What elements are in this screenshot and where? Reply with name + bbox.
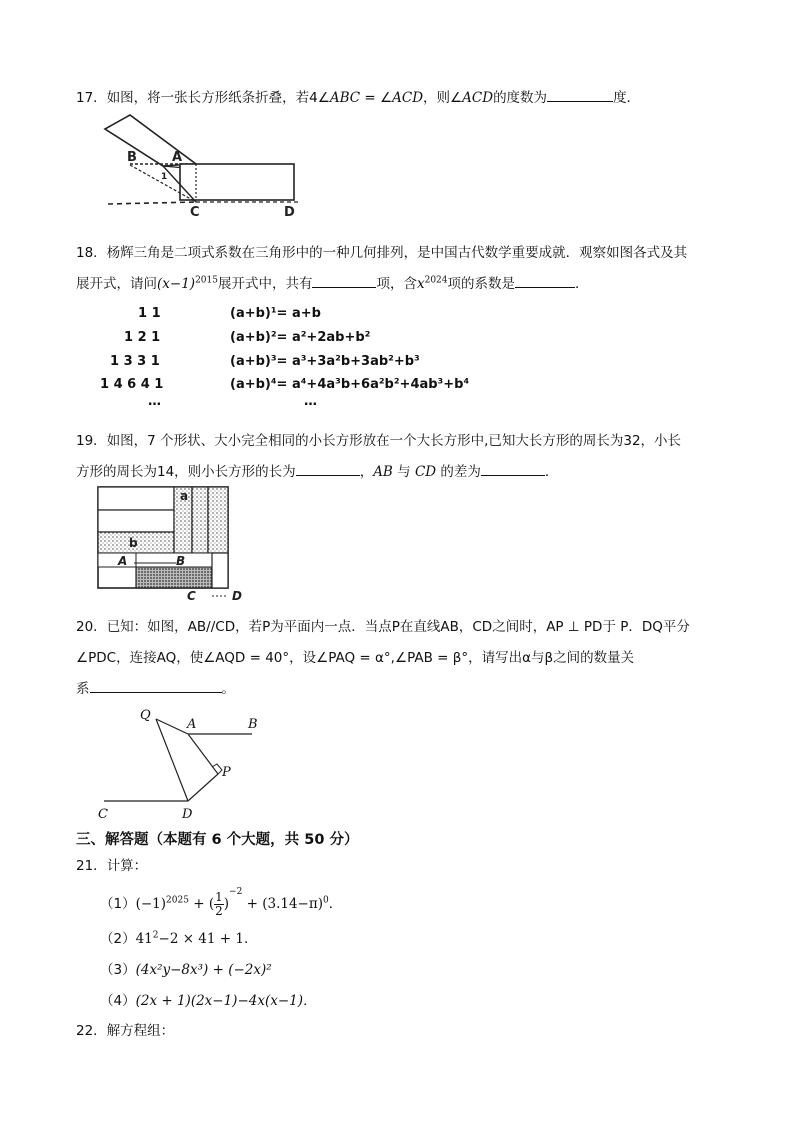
formula-row-dots: … bbox=[304, 394, 317, 409]
triangle-row-dots: … bbox=[148, 394, 161, 409]
triangle-row-2: 1 2 1 bbox=[124, 330, 161, 345]
q21-item-4: （4）(2x + 1)(2x−1)−4x(x−1)． bbox=[100, 993, 317, 1009]
answer-blank bbox=[90, 680, 222, 693]
label-A: A bbox=[187, 717, 197, 732]
answer-blank bbox=[312, 275, 376, 288]
triangle-row-1: 1 1 bbox=[138, 306, 161, 321]
q21-item-2: $(2)41^2-2 \times 41 + 1$． bbox=[100, 930, 258, 947]
q21-item-1: $(1)(-1)^{2025}$ + ( $\frac{1}{2}$ )$^{-2} + (3.14-\pi)^0$． bbox=[100, 887, 343, 918]
label-angle: 1 bbox=[161, 172, 168, 182]
label-P: P bbox=[222, 765, 231, 780]
answer-blank bbox=[296, 463, 360, 476]
formula-row-4: (a+b)⁴= a⁴+4a³b+6a²b²+4ab³+b⁴ bbox=[230, 377, 470, 392]
label-C: C bbox=[98, 807, 108, 822]
q21-item-3: （3）(4x²y−8x³) + (−2x)² bbox=[100, 962, 272, 978]
q19-line2: 方形的周长为14，则小长方形的长为 ，AB 与 CD 的差为 ． bbox=[76, 464, 559, 480]
q20-line3: 系 。 bbox=[76, 681, 235, 697]
label-b: B bbox=[127, 150, 137, 165]
q20-line2: ∠PDC，连接AQ，使∠AQD = 40°，设∠PAQ = α°,∠PAB = β°，请写出α与β之间的数量关 bbox=[76, 650, 635, 666]
label-a-top: a bbox=[180, 489, 189, 503]
label-D: D bbox=[232, 589, 242, 602]
q22-heading: 22．解方程组： bbox=[76, 1023, 175, 1039]
label-d: D bbox=[284, 205, 295, 220]
answer-blank bbox=[547, 89, 613, 102]
label-A: A bbox=[118, 554, 128, 568]
label-B: B bbox=[248, 717, 258, 732]
formula-row-1: (a+b)¹= a+b bbox=[230, 306, 321, 321]
q20-line1: 20．已知：如图，AB//CD，若P为平面内一点．当点P在直线AB，CD之间时，AP ⊥ PD于 P．DQ平分 bbox=[76, 619, 690, 635]
yanghui-triangle-figure bbox=[96, 306, 476, 412]
label-b: b bbox=[129, 536, 138, 550]
q18-line2: 展开式，请问$(x-1)^{2015}$展开式中，共有 项，含$x^{2024}$项的系数是 ． bbox=[76, 275, 589, 292]
label-D: D bbox=[182, 807, 193, 822]
q17-text: 17．如图，将一张长方形纸条折叠，若4∠ABC = ∠ACD，则∠ACD的度数为 度． bbox=[76, 90, 641, 106]
q18-line1: 18．杨辉三角是二项式系数在三角形中的一种几何排列，是中国古代数学重要成就．观察如图各式及其 bbox=[76, 245, 688, 261]
label-C: C bbox=[187, 589, 196, 602]
triangle-row-3: 1 3 3 1 bbox=[110, 354, 160, 369]
answer-blank bbox=[481, 463, 545, 476]
answer-blank bbox=[515, 275, 575, 288]
folded-strip-figure bbox=[100, 112, 310, 224]
label-B: B bbox=[176, 554, 186, 568]
label-a: A bbox=[172, 150, 183, 165]
formula-row-3: (a+b)³= a³+3a²b+3ab²+b³ bbox=[230, 354, 420, 369]
q21-heading: 21．计算： bbox=[76, 858, 148, 874]
section-title: 三、解答题（本题有 6 个大题，共 50 分） bbox=[76, 832, 359, 848]
rectangles-figure bbox=[96, 484, 256, 602]
parallel-lines-figure bbox=[96, 704, 286, 826]
label-c: C bbox=[190, 205, 200, 220]
triangle-row-4: 1 4 6 4 1 bbox=[100, 377, 164, 392]
label-Q: Q bbox=[140, 708, 151, 723]
q19-line1: 19．如图，7 个形状、大小完全相同的小长方形放在一个大长方形中,已知大长方形的周长为32，小长 bbox=[76, 433, 682, 449]
formula-row-2: (a+b)²= a²+2ab+b² bbox=[230, 330, 371, 345]
